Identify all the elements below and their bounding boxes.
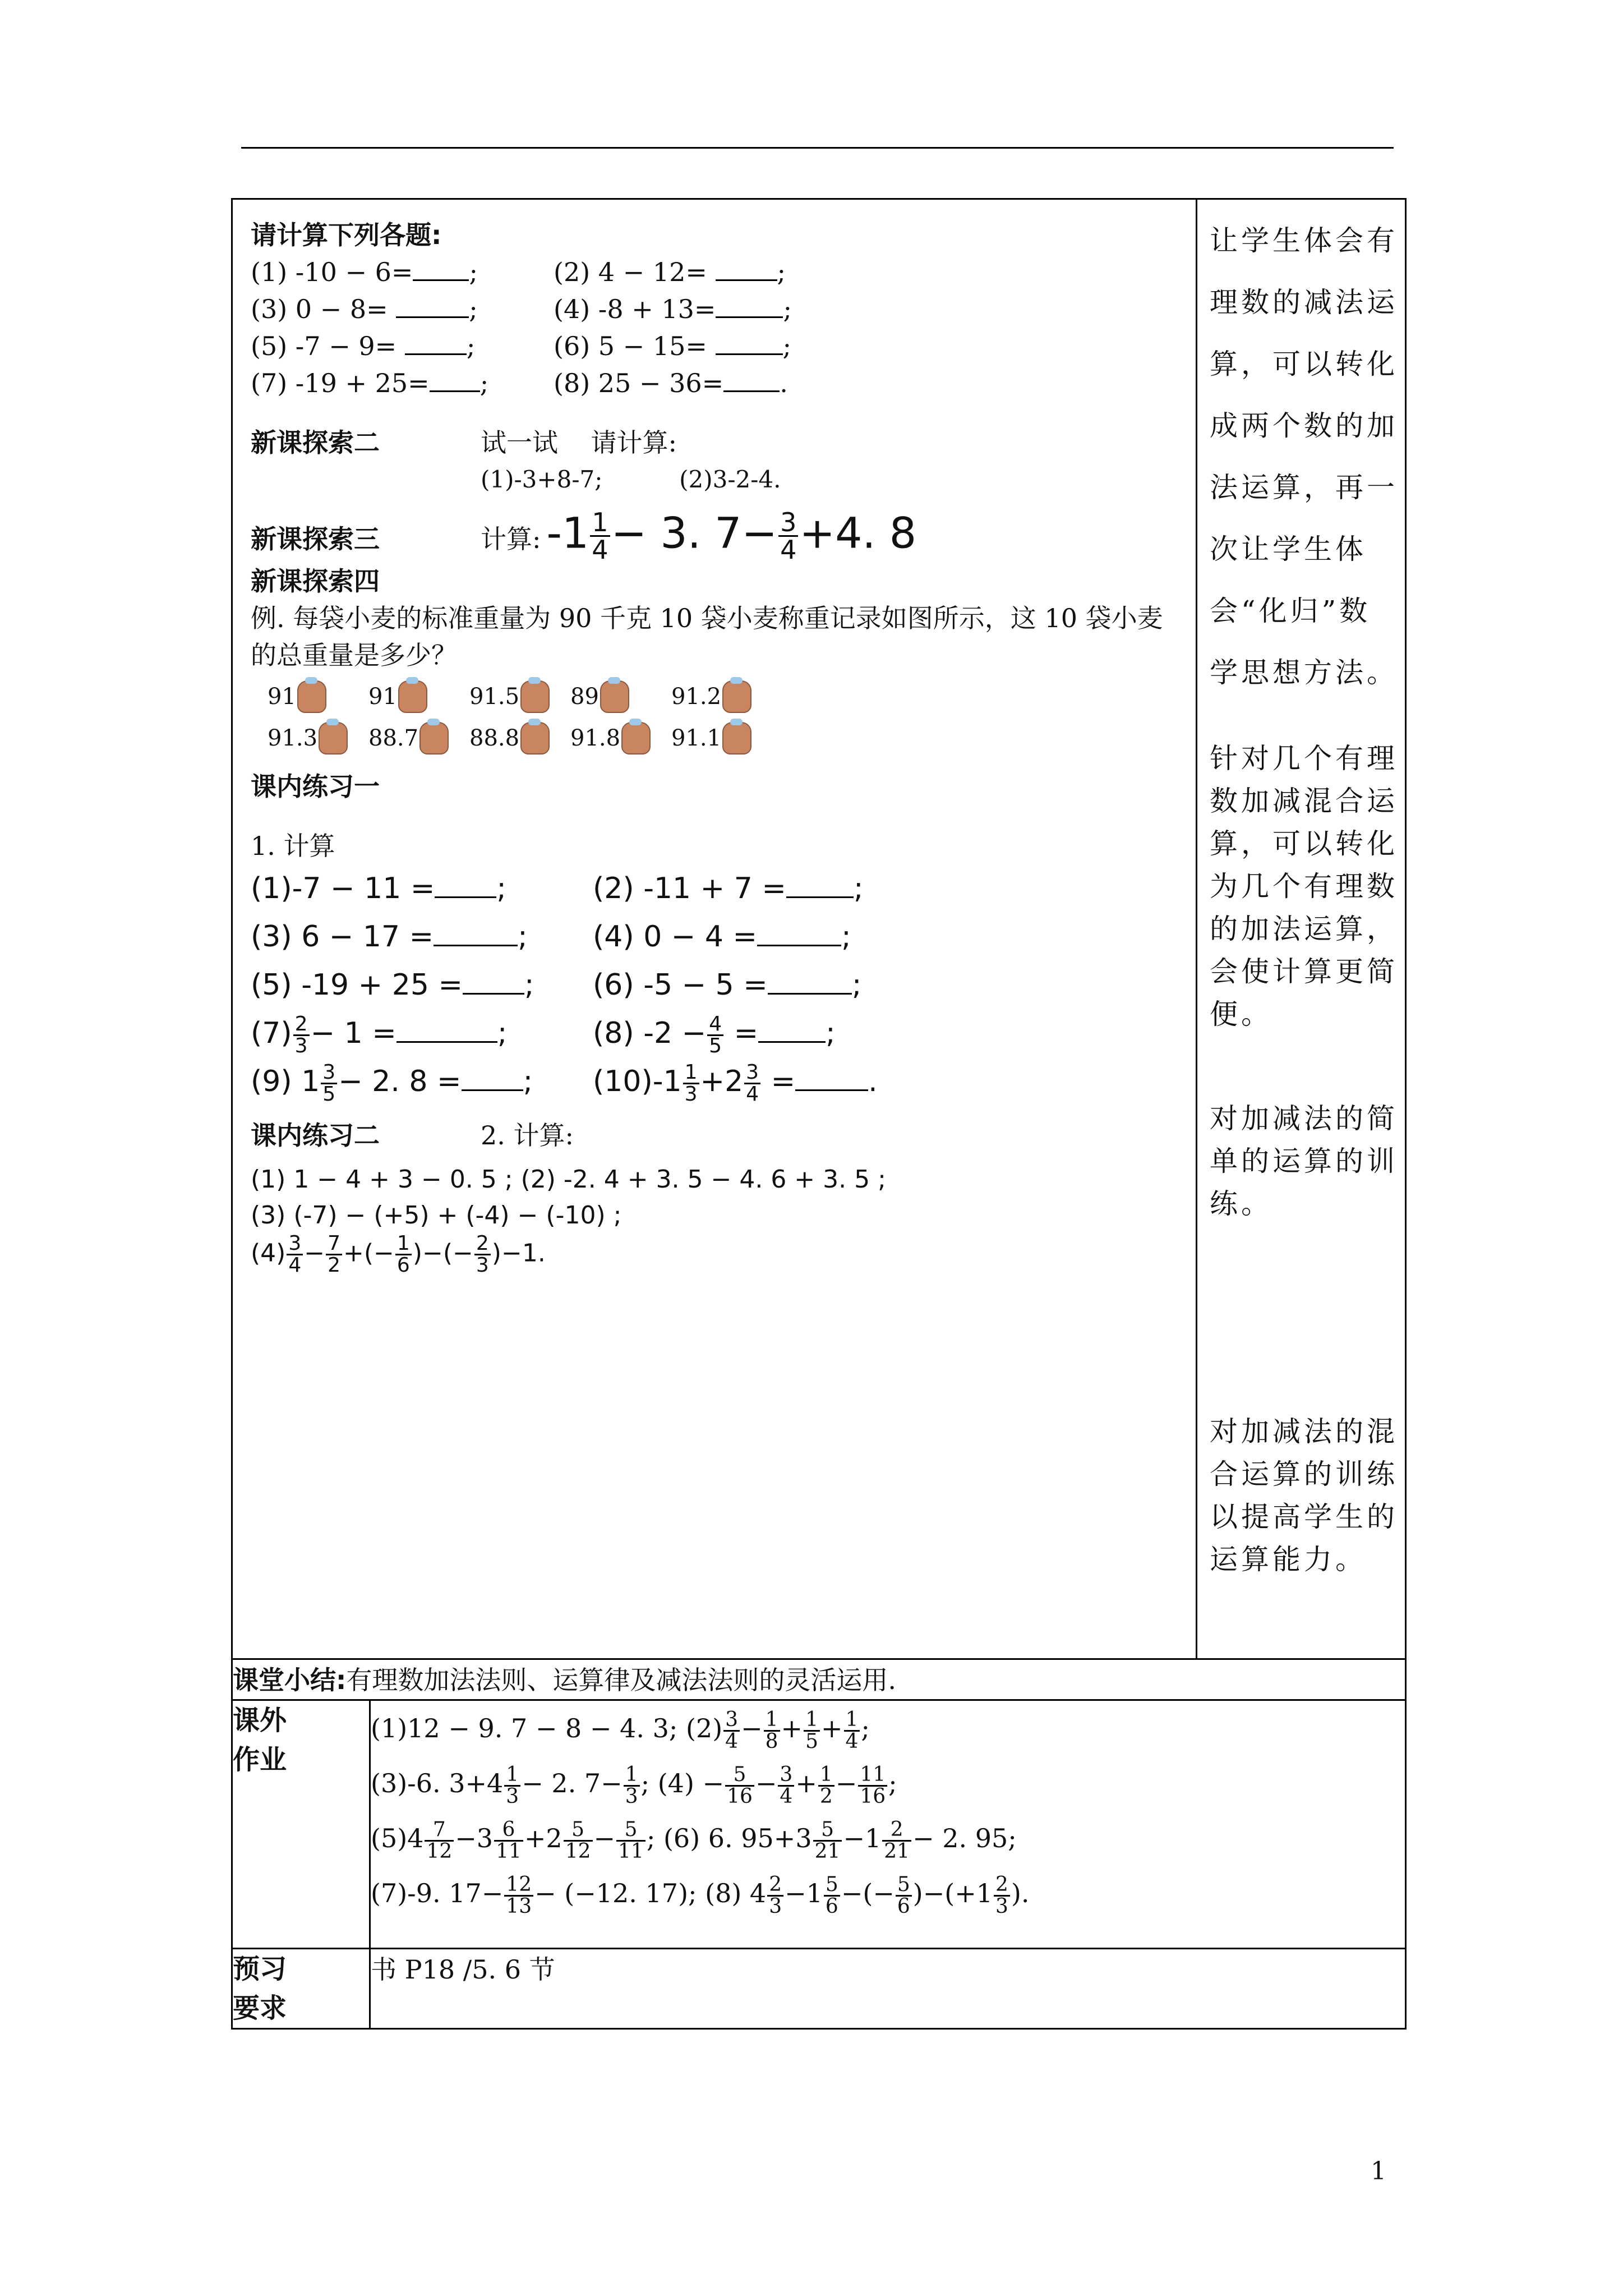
expr-part: +2 xyxy=(700,1065,744,1098)
fraction: $\frac{4}{5}$ xyxy=(707,1014,723,1056)
summary-cell xyxy=(232,1659,1406,1700)
preview-label: 预习 xyxy=(233,1953,287,1985)
sack-icon xyxy=(520,722,550,754)
explore-2-q2: (2)3-2-4. xyxy=(679,466,781,493)
summary-row xyxy=(232,1659,1406,1700)
practice-item: (1)-7 − 11 = xyxy=(251,872,435,905)
sack-icon xyxy=(722,722,751,754)
note-2: 针对几个有理数加减混合运算，可以转化为几个有理数的加法运算，会使计算更简便。 xyxy=(1210,742,1399,1030)
warmup-item: (7) -19 + 25= xyxy=(251,368,430,398)
practice-item: (9) 1 xyxy=(251,1065,320,1098)
homework-line: (1)12 − 9. 7 − 8 − 4. 3; (2) $\frac{3}{4}$ − $\frac{1}{8}$ + $\frac{1}{5}$ + $\frac{1}{4}$ ; xyxy=(371,1708,870,1753)
practice-item: (5) -19 + 25 = xyxy=(251,968,463,1002)
expr-part: − 2. 8 = xyxy=(338,1065,462,1098)
explore-2-questions xyxy=(251,461,1189,498)
preview-label-cell xyxy=(232,1949,370,2029)
explore-4-problem: 例. 每袋小麦的标准重量为 90 千克 10 袋小麦称重记录如图所示，这 10 袋小麦的总重量是多少？ xyxy=(251,603,1163,670)
warmup-item: (3) 0 − 8= xyxy=(251,294,388,324)
homework-line: (5)4 $\frac{7}{12}$ −3 $\frac{6}{11}$ +2 $\frac{5}{12}$ − $\frac{5}{11}$ ; (6) 6. 95+3 $\frac{5}{21}$ −1 $\frac{2}{21}$ − 2. 95; xyxy=(371,1818,1017,1863)
practice-2-heading: 2. 计算: xyxy=(481,1120,574,1151)
sack-icon xyxy=(419,722,449,754)
homework-line: (3)-6. 3+4 $\frac{1}{3}$ − 2. 7− $\frac{1}{3}$ ; (4) − $\frac{5}{16}$ − $\frac{3}{4}$ + $\frac{1}{2}$ − $\frac{11}{16}$ ; xyxy=(371,1763,897,1808)
note-4: 对加减法的混合运算的训练以提高学生的运算能力。 xyxy=(1210,1415,1399,1576)
warmup-item: (1) -10 − 6= xyxy=(251,257,413,287)
practice-1-heading: 1. 计算 xyxy=(251,831,335,861)
practice-2-line: (1) 1 − 4 + 3 − 0. 5 ; (2) -2. 4 + 3. 5 − 4. 6 + 3. 5 ; xyxy=(251,1165,886,1194)
fraction: $\frac{1}{4}$ xyxy=(590,509,610,563)
practice-item: (6) -5 − 5 = xyxy=(593,968,768,1002)
warmup-item: (5) -7 − 9= xyxy=(251,331,397,361)
wheat-bag: 91.3 xyxy=(268,720,368,757)
sack-icon xyxy=(722,680,751,713)
preview-text: 书 P18 /5. 6 节 xyxy=(371,1954,555,1985)
homework-label: 课外 xyxy=(233,1705,287,1736)
sack-icon xyxy=(319,722,348,754)
wheat-bag: 91 xyxy=(268,678,368,715)
homework-cell xyxy=(370,1700,1406,1949)
expr-part: = xyxy=(734,1016,759,1050)
sack-icon xyxy=(621,722,651,754)
warmup-item: (4) -8 + 13= xyxy=(554,294,716,324)
sack-icon xyxy=(398,680,427,713)
homework-label-cell xyxy=(232,1700,370,1949)
fraction: $\frac{3}{4}$ xyxy=(744,1062,760,1105)
warmup-item: (6) 5 − 15= xyxy=(554,331,707,361)
warmup-row: (3) 0 − 8= ; (4) -8 + 13= ; xyxy=(251,294,792,324)
explore-4-label: 新课探索四 xyxy=(251,566,380,596)
practice-item: (7) xyxy=(251,1016,292,1050)
expr-part: +4. 8 xyxy=(799,508,917,558)
fraction: $\frac{1}{3}$ xyxy=(683,1062,699,1105)
wheat-bag: 88.8 xyxy=(469,720,570,757)
wheat-bag: 91.5 xyxy=(469,678,570,715)
main-row xyxy=(232,199,1406,1659)
practice-1-list: (1)-7 − 11 = ; (2) -11 + 7 = ; (3) 6 − 17 = ; (4) 0 − 4 = ; (5) -19 + 25 = ; (6) -5 − 5 = ; (7) $\frac{2}{3}$ − 1 = ; (8) -2 − $\frac{4}{5}$ = ; (9) 1 $\frac{3}{5}$ − 2. 8 = ; (10)-1 $\frac{1}{3}$ +2 $\frac{3}{4}$ = . xyxy=(251,872,878,1106)
wheat-bag: 91 xyxy=(368,678,469,715)
practice-item: (2) -11 + 7 = xyxy=(593,872,786,905)
header-rule xyxy=(241,147,1394,149)
expr-part: − 3. 7− xyxy=(611,508,778,558)
main-content-cell xyxy=(232,199,1197,1659)
practice-item: (3) 6 − 17 = xyxy=(251,920,434,954)
practice-2-list xyxy=(251,1162,1189,1276)
warmup-row: (5) -7 − 9= ; (6) 5 − 15= ; xyxy=(251,331,792,361)
homework-line: (7)-9. 17− $\frac{12}{13}$ − (−12. 17); (8) 4 $\frac{2}{3}$ −1 $\frac{5}{6}$ −(− $\frac{5}{6}$ )−(+1 $\frac{2}{3}$ ). xyxy=(371,1872,1030,1918)
warmup-row: (7) -19 + 25= ; (8) 25 − 36= . xyxy=(251,368,788,398)
explore-2-label: 新课探索二 xyxy=(251,427,380,458)
warmup-item: (2) 4 − 12= xyxy=(554,257,707,287)
preview-row xyxy=(232,1949,1406,2029)
practice-2-line: (3) (-7) − (+5) + (-4) − (-10) ; xyxy=(251,1201,622,1230)
expr-part: -1 xyxy=(546,508,589,558)
wheat-bag: 91.2 xyxy=(671,678,772,715)
preview-cell xyxy=(370,1949,1406,2029)
homework-label: 作业 xyxy=(233,1744,287,1775)
practice-2-line: (4) $\frac{3}{4}$ − $\frac{7}{2}$ +(− $\frac{1}{6}$ )−(− $\frac{2}{3}$ )−1. xyxy=(251,1232,546,1277)
practice-item: (4) 0 − 4 = xyxy=(593,920,758,954)
notes-cell xyxy=(1197,199,1406,1659)
wheat-bag: 91.8 xyxy=(570,720,671,757)
explore-2-text: 试一试 请计算: xyxy=(481,427,677,458)
expr-part: − 1 = xyxy=(310,1016,396,1050)
explore-3-expression xyxy=(547,509,917,563)
sack-icon xyxy=(520,680,550,713)
lesson-table xyxy=(231,198,1407,2030)
homework-row xyxy=(232,1700,1406,1949)
explore-3-text: 计算: xyxy=(481,523,541,554)
warmup-item: (8) 25 − 36= xyxy=(554,368,724,398)
practice-1-label: 课内练习一 xyxy=(251,771,380,802)
page-number: 1 xyxy=(1371,2157,1386,2185)
wheat-bag-grid xyxy=(268,678,1189,757)
fraction: $\frac{3}{4}$ xyxy=(778,509,798,563)
wheat-bag: 91.1 xyxy=(671,720,772,757)
practice-2 xyxy=(251,1117,1189,1154)
summary-label: 课堂小结: xyxy=(233,1665,347,1695)
practice-2-label: 课内练习二 xyxy=(251,1120,380,1151)
practice-item: (8) -2 − xyxy=(593,1016,707,1050)
warmup-title: 请计算下列各题: xyxy=(251,220,442,250)
explore-3 xyxy=(251,509,1189,563)
note-3: 对加减法的简单的运算的训练。 xyxy=(1210,1102,1399,1220)
sack-icon xyxy=(297,680,326,713)
explore-2-q1: (1)-3+8-7; xyxy=(481,466,603,493)
explore-2 xyxy=(251,424,1189,461)
note-1: 让学生体会有理数的减法运算，可以转化成两个数的加法运算，再一次让学生体会“化归”数学思想方法。 xyxy=(1210,224,1399,689)
warmup-row: (1) -10 − 6= ; (2) 4 − 12= ; xyxy=(251,257,786,287)
sack-icon xyxy=(600,680,629,713)
wheat-bag: 88.7 xyxy=(368,720,469,757)
fraction: $\frac{2}{3}$ xyxy=(293,1014,310,1056)
practice-item: (10)-1 xyxy=(593,1065,682,1098)
summary-text: 有理数加法法则、运算律及减法法则的灵活运用. xyxy=(346,1665,897,1695)
explore-3-label: 新课探索三 xyxy=(251,523,380,554)
wheat-bag: 89 xyxy=(570,678,671,715)
expr-part: = xyxy=(771,1065,796,1098)
fraction: $\frac{3}{5}$ xyxy=(321,1062,337,1105)
preview-label: 要求 xyxy=(233,1993,287,2024)
